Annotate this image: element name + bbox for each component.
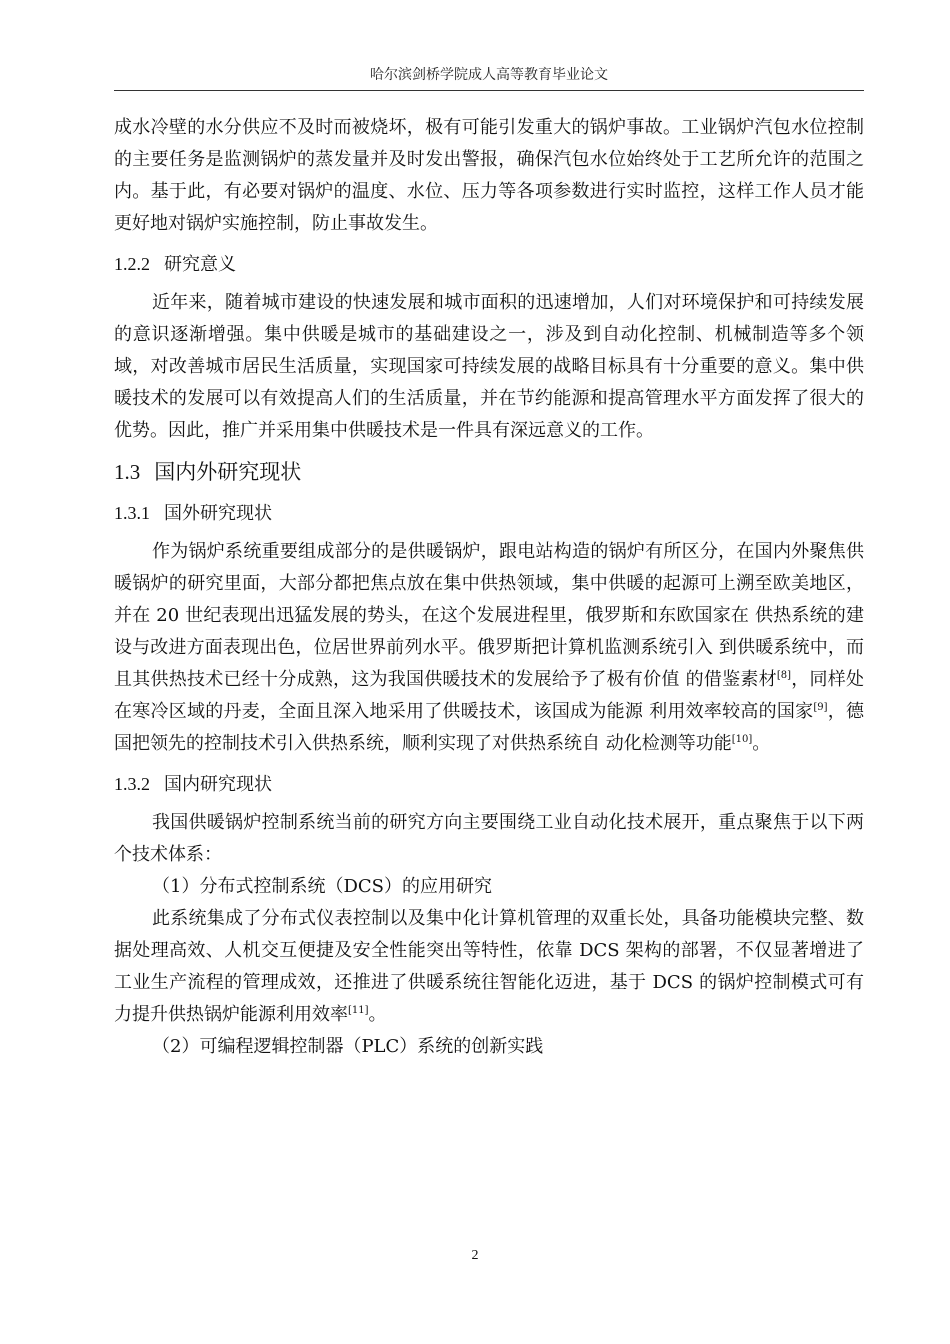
heading-title: 国内外研究现状 [154, 460, 302, 484]
page-content [114, 112, 864, 1063]
heading-title: 国外研究现状 [164, 503, 272, 524]
running-header: 哈尔滨剑桥学院成人高等教育毕业论文 [370, 67, 608, 83]
heading-title: 研究意义 [164, 254, 236, 275]
heading-1-3-1 [114, 497, 864, 530]
text-segment: 作为锅炉系统重要组成部分的是供暖锅炉，跟电站构造的锅炉有所区分，在国内外聚焦供暖锅炉的研究里面，大部分都把焦点放在集中供热领域，集中供暖的起源可上溯至欧美地区，并在 20 世纪表现出迅猛发展的势头，在这个发展进程里，俄罗斯和东欧国家在 供热系统的建设与改进方面表现出色，位居世界前列水平。俄罗斯把计算机监测系统引入 到供暖系统中，而且其供热技术已经十分成熟，这为我国供暖技术的发展给予了极有价值 的借鉴素材 [114, 541, 864, 690]
paragraph-dcs [114, 903, 864, 1031]
citation-8: [8] [776, 670, 792, 681]
paragraph-continued: 成水冷壁的水分供应不及时而被烧坏，极有可能引发重大的锅炉事故。工业锅炉汽包水位控制的主要任务是监测锅炉的蒸发量并及时发出警报，确保汽包水位始终处于工艺所允许的范围之内。基于此，有必要对锅炉的温度、水位、压力等各项参数进行实时监控，这样工作人员才能更好地对锅炉实施控制，防止事故发生。 [114, 117, 864, 234]
paragraph-domestic-research: 我国供暖锅炉控制系统当前的研究方向主要围绕工业自动化技术展开，重点聚焦于以下两个技术体系： [114, 812, 864, 865]
heading-number: 1.2.2 [114, 254, 150, 274]
citation-9: [9] [813, 702, 828, 713]
text-segment: 此系统集成了分布式仪表控制以及集中化计算机管理的双重长处，具备功能模块完整、数据处理高效、人机交互便捷及安全性能突出等特性，依靠 DCS 架构的部署，不仅显著增进了工业生产流程的管理成效，还推进了供暖系统往智能化迈进，基于 DCS 的锅炉控制模式可有力提升供热锅炉能源利用效率 [114, 908, 864, 1025]
text-segment: ，同样处在寒冷区域的丹麦，全面且深入地采用了供暖技术，该国成为能源 利用效率较高的国家 [114, 669, 865, 722]
heading-number: 1.3 [114, 460, 141, 484]
heading-1-3-2 [114, 768, 864, 801]
list-item-plc: （2）可编程逻辑控制器（PLC）系统的创新实践 [152, 1036, 544, 1057]
heading-number: 1.3.2 [114, 774, 150, 794]
header-divider [114, 90, 864, 91]
heading-title: 国内研究现状 [164, 774, 272, 795]
citation-11: [11] [348, 1005, 369, 1016]
heading-number: 1.3.1 [114, 503, 150, 523]
heading-1-3 [114, 455, 864, 489]
list-item-dcs: （1）分布式控制系统（DCS）的应用研究 [152, 876, 492, 897]
heading-1-2-2 [114, 248, 864, 281]
text-segment: 。 [368, 1004, 387, 1025]
paragraph-foreign-research [114, 536, 864, 760]
text-segment: ，德国把领先的控制技术引入供热系统，顺利实现了对供热系统自 动化检测等功能 [114, 701, 865, 754]
page-number: 2 [471, 1248, 479, 1263]
paragraph-research-significance: 近年来，随着城市建设的快速发展和城市面积的迅速增加，人们对环境保护和可持续发展的意识逐渐增强。集中供暖是城市的基础建设之一，涉及到自动化控制、机械制造等多个领域，对改善城市居民生活质量，实现国家可持续发展的战略目标具有十分重要的意义。集中供暖技术的发展可以有效提高人们的生活质量，并在节约能源和提高管理水平方面发挥了很大的优势。因此，推广并采用集中供暖技术是一件具有深远意义的工作。 [114, 292, 864, 441]
citation-10: [10] [731, 734, 753, 745]
text-segment: 。 [752, 733, 771, 754]
